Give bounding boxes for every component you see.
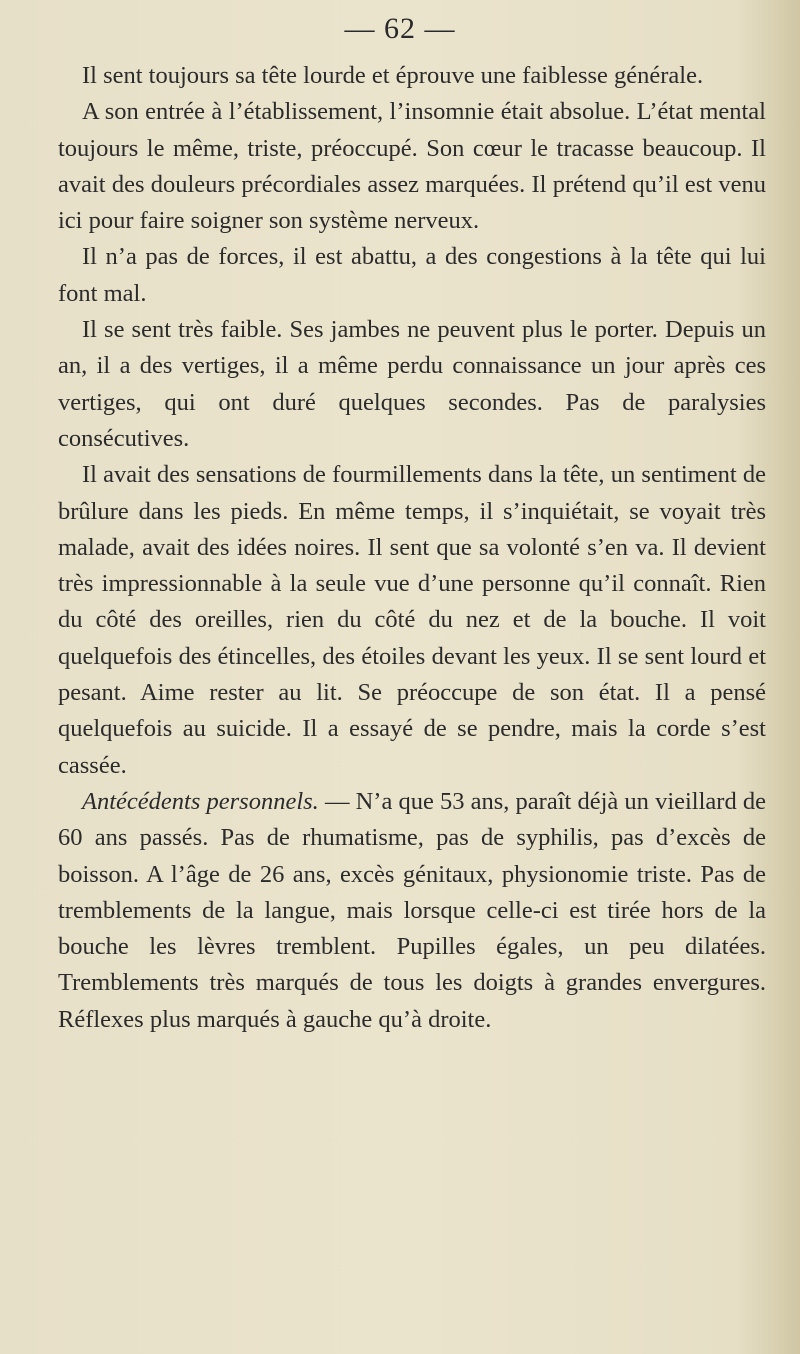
antecedents-text: — N’a que 53 ans, paraît déjà un vieillard de 60 ans passés. Pas de rhumatisme, pas de syphilis, pas d’excès de boisson. A l’âge de 26 ans, excès génitaux, physionomie triste. Pas de tremblements de la langue, mais lorsque celle-ci est tirée hors de la bouche les lèvres tremblent. Pupilles égales, un peu dilatées. Tremblements très marqués de tous les doigts à grandes envergures. Réflexes plus marqués à gauche qu’à droite. (58, 787, 766, 1033)
page-number: — 62 — (344, 12, 456, 45)
paragraph-2: A son entrée à l’établissement, l’insomnie était absolue. L’état mental toujours le même, triste, préoccupé. Son cœur le tracasse beaucoup. Il avait des douleurs précordiales assez marquées. Il prétend qu’il est venu ici pour faire soigner son système nerveux. (58, 98, 766, 235)
paragraph-antecedents (58, 784, 766, 1038)
antecedents-heading: Antécédents personnels. (82, 787, 319, 815)
paragraph-4: Il se sent très faible. Ses jambes ne peuvent plus le porter. Depuis un an, il a des vertiges, il a même perdu connaissance un jour après ces vertiges, qui ont duré quelques secondes. Pas de paralysies consécutives. (58, 316, 766, 452)
paragraph-3: Il n’a pas de forces, il est abattu, a des congestions à la tête qui lui font mal. (58, 243, 766, 307)
paragraph-1: Il sent toujours sa tête lourde et éprouve une faiblesse générale. (82, 62, 704, 89)
page-text (58, 58, 766, 1038)
paragraph-5: Il avait des sensations de fourmillements dans la tête, un sentiment de brûlure dans les pieds. En même temps, il s’inquiétait, se voyait très malade, avait des idées noires. Il sent que sa volonté s’en va. Il devient très impressionnable à la seule vue d’une personne qu’il connaît. Rien du côté des oreilles, rien du côté du nez et de la bouche. Il voit quelquefois des étincelles, des étoiles devant les yeux. Il se sent lourd et pesant. Aime rester au lit. Se préoccupe de son état. Il a pensé quelquefois au suicide. Il a essayé de se pendre, mais la corde s’est cassée. (58, 461, 766, 779)
